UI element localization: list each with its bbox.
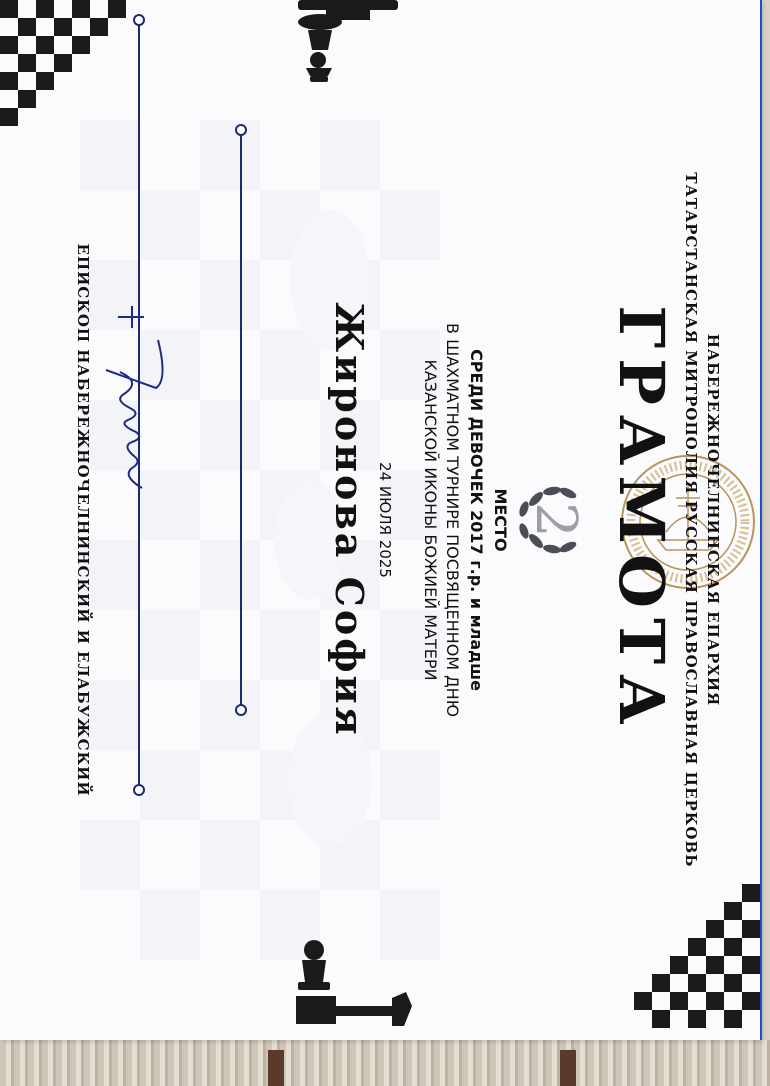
recipient-name: Жиронова София bbox=[327, 302, 372, 738]
category-text: СРЕДИ ДЕВОЧЕК 2017 г.р. и младше bbox=[467, 349, 486, 691]
carpet-background bbox=[0, 1040, 770, 1086]
certificate-title: ГРАМОТА bbox=[605, 305, 678, 735]
tournament-text-2: КАЗАНСКОЙ ИКОНЫ БОЖИЕЙ МАТЕРИ bbox=[421, 359, 440, 681]
place-label: МЕСТО bbox=[491, 488, 510, 552]
org-line-1: НАБЕРЕЖНОЧЕЛНИНСКАЯ ЕПАРХИЯ bbox=[704, 333, 722, 707]
signature-line bbox=[138, 20, 140, 790]
signatory-title: ЕПИСКОП НАБЕРЕЖНОЧЕЛНИНСКИЙ И ЕЛАБУЖСКИЙ bbox=[74, 243, 92, 797]
place-badge bbox=[510, 20, 596, 1020]
signature-image bbox=[90, 300, 180, 540]
carpet-stripe bbox=[268, 1050, 284, 1086]
org-line-2: ТАТАРСТАНСКАЯ МИТРОПОЛИЯ РУССКАЯ ПРАВОСЛАВНАЯ ЦЕРКОВЬ bbox=[682, 172, 700, 868]
name-underline bbox=[240, 130, 242, 710]
carpet-stripe bbox=[560, 1050, 576, 1086]
certificate-content bbox=[20, 20, 740, 1020]
tournament-date: 24 ИЮЛЯ 2025 bbox=[376, 462, 394, 578]
place-number: 2 bbox=[523, 502, 588, 538]
tournament-text-1: В ШАХМАТНОМ ТУРНИРЕ ПОСВЯЩЕННОМ ДНЮ bbox=[443, 323, 462, 717]
